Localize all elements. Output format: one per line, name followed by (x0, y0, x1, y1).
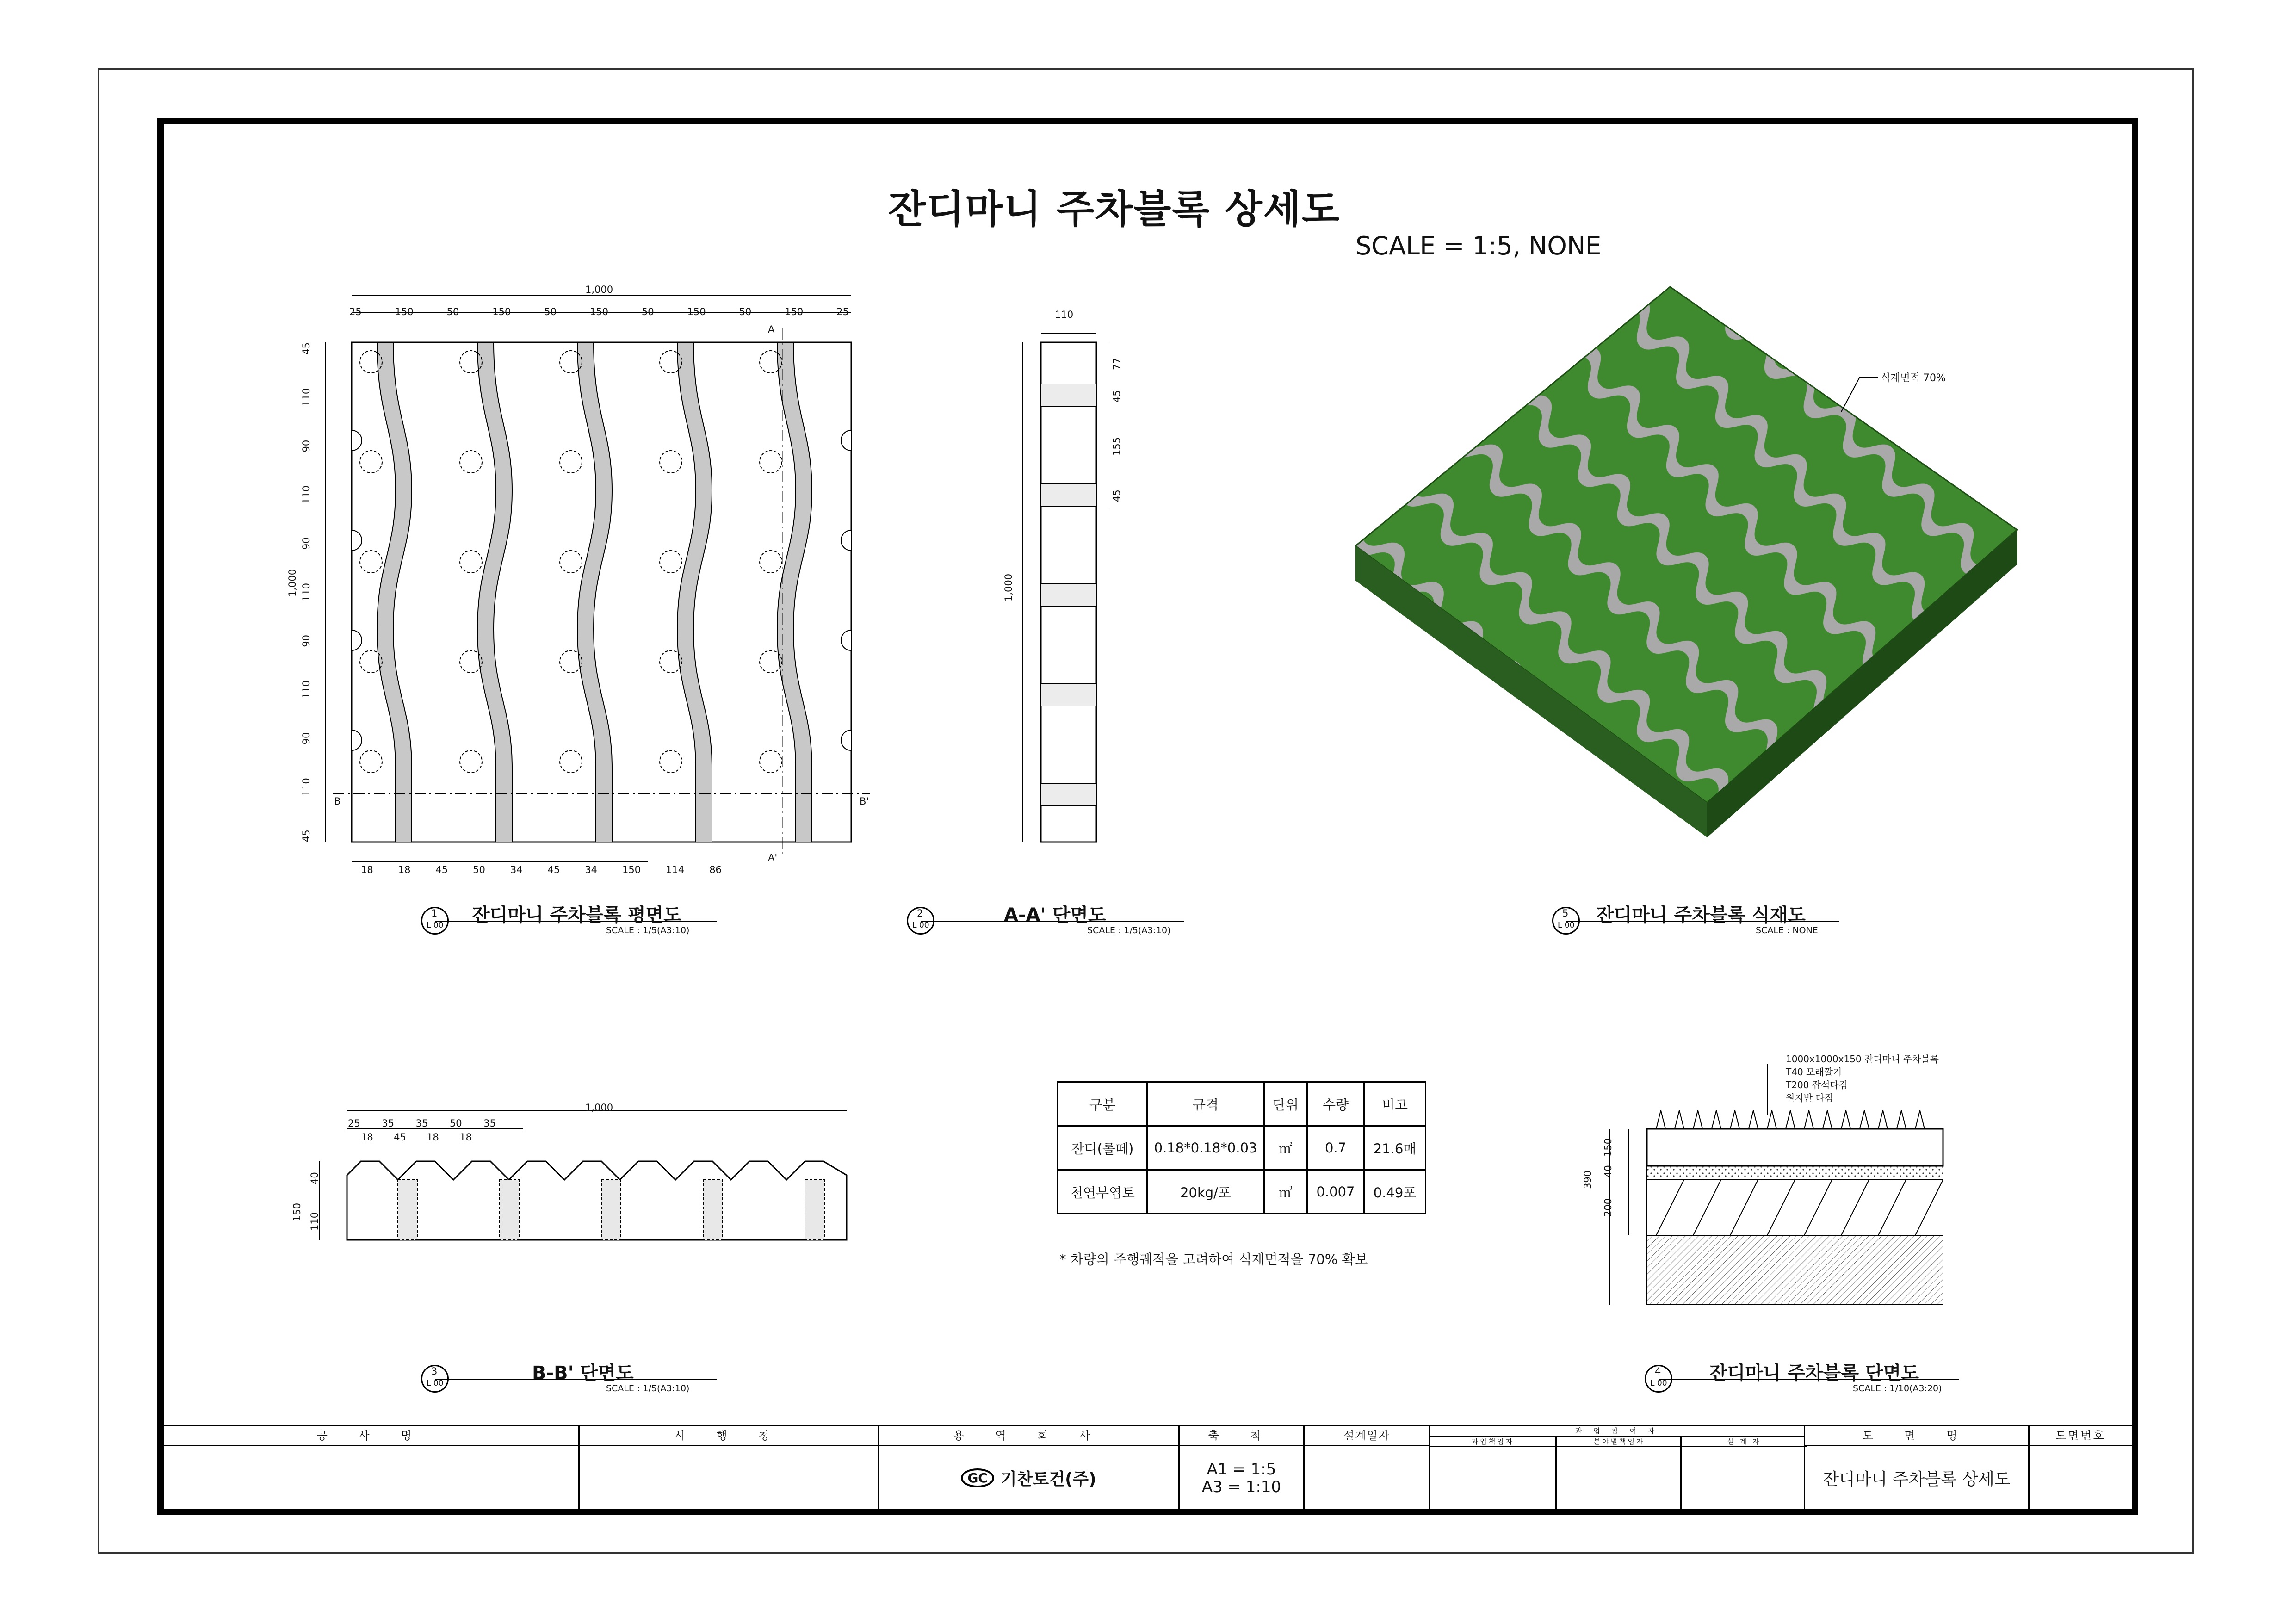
cut-label-a: A (768, 324, 775, 335)
tb-header: 용 역 회 사 (879, 1426, 1178, 1446)
bb-total: 1,000 (585, 1102, 613, 1113)
tb-subheader: 설 계 자 (1680, 1437, 1807, 1447)
aa-dim: 45 (1111, 489, 1122, 502)
tb-subheader: 과업책임자 (1430, 1437, 1555, 1447)
detail-dim: 150 (1603, 1138, 1614, 1157)
view-label-section-bb (421, 1365, 717, 1402)
plan-total-width: 1,000 (585, 284, 613, 295)
dim-label: 110 (301, 485, 312, 504)
dim-label: 45 (301, 830, 312, 842)
company-name: 기찬토건(주) (1000, 1470, 1096, 1489)
view-label-plan (421, 904, 717, 944)
table-cell: 20kg/포 (1147, 1170, 1264, 1214)
tb-drawing-number (2028, 1426, 2132, 1510)
dim-label: 50 (446, 306, 459, 317)
drawing-name-value: 잔디마니 주차블록 상세도 (1823, 1470, 2011, 1489)
tb-project (164, 1426, 578, 1510)
table-note: * 차량의 주행궤적을 고려하여 식재면적을 70% 확보 (1059, 1251, 1368, 1267)
view-number: 4 (1655, 1366, 1661, 1377)
bb-height-bottom: 110 (309, 1212, 320, 1231)
view-sheet: L 00 (427, 921, 444, 930)
table-cell: 0.7 (1307, 1126, 1364, 1170)
tb-header: 공 사 명 (164, 1426, 578, 1446)
planting-area-callout: 식재면적 70% (1881, 372, 1946, 384)
dim-label: 150 (589, 306, 609, 317)
tb-client (578, 1426, 878, 1510)
title-block (164, 1425, 2132, 1510)
dim-label: 150 (492, 306, 511, 317)
tb-company-value (879, 1446, 1178, 1510)
dim-label: 50 (641, 306, 654, 317)
plan-top-dims (349, 306, 849, 317)
view-label-planting (1552, 904, 1839, 944)
tb-participants (1429, 1426, 1804, 1510)
dim-label: 90 (301, 732, 312, 745)
dim-label: 110 (301, 680, 312, 699)
tb-scale (1178, 1426, 1303, 1510)
detail-total-height: 390 (1582, 1170, 1593, 1189)
view-scale: SCALE : 1/5(A3:10) (606, 1383, 690, 1394)
tb-company (878, 1426, 1178, 1510)
dim-label: 25 (348, 1118, 360, 1129)
dim-label: 18 (361, 1132, 373, 1143)
view-title: 잔디마니 주차블록 평면도 (472, 904, 681, 926)
dim-label: 86 (709, 864, 722, 875)
table-header: 구분 (1058, 1082, 1147, 1126)
plan-bottom-dims (361, 864, 722, 875)
dim-label: 90 (301, 537, 312, 550)
view-title: 잔디마니 주차블록 단면도 (1709, 1363, 1919, 1384)
divider (1555, 1446, 1557, 1510)
view-title: 잔디마니 주차블록 식재도 (1596, 904, 1806, 926)
bb-top-dims (348, 1118, 496, 1129)
dim-label: 34 (585, 864, 598, 875)
table-cell: 0.18*0.18*0.03 (1147, 1126, 1264, 1170)
dim-label: 25 (349, 306, 362, 317)
dim-label: 18 (398, 864, 411, 875)
dim-label: 150 (395, 306, 414, 317)
dim-label: 150 (687, 306, 706, 317)
dim-label: 110 (301, 388, 312, 407)
drawing-title: 잔디마니 주차블록 상세도 (888, 186, 1341, 232)
dim-label: 50 (473, 864, 485, 875)
callout-line: 원지반 다짐 (1786, 1092, 1833, 1103)
view-label-section-aa (907, 904, 1184, 944)
dim-label: 35 (382, 1118, 395, 1129)
bb-height-top: 40 (309, 1172, 320, 1184)
tb-date (1303, 1426, 1429, 1510)
tb-drawing-name (1804, 1426, 2028, 1510)
detail-dim: 40 (1603, 1165, 1614, 1177)
bb-total-height: 150 (291, 1202, 303, 1221)
aa-dim: 155 (1111, 437, 1122, 456)
cut-label-b-prime: B' (860, 796, 869, 807)
view-sheet: L 00 (912, 921, 929, 930)
view-scale: SCALE : 1/5(A3:10) (606, 925, 690, 935)
dim-label: 90 (301, 634, 312, 647)
view-number: 2 (917, 908, 923, 919)
aa-height: 1,000 (1003, 573, 1014, 601)
view-scale: SCALE : 1/5(A3:10) (1087, 925, 1171, 935)
dim-label: 50 (449, 1118, 462, 1129)
table-header-row (1058, 1082, 1426, 1126)
table-cell: 0.49포 (1364, 1170, 1426, 1214)
dim-label: 150 (785, 306, 804, 317)
dim-label: 18 (361, 864, 373, 875)
cut-label-a-prime: A' (768, 852, 778, 863)
dim-label: 35 (483, 1118, 496, 1129)
tb-header: 시 행 청 (580, 1426, 878, 1446)
table-header: 비고 (1364, 1082, 1426, 1126)
view-title: B-B' 단면도 (532, 1363, 634, 1384)
plan-left-dims (301, 342, 312, 842)
view-scale: SCALE : 1/10(A3:20) (1853, 1383, 1942, 1394)
table-cell: ㎥ (1264, 1170, 1307, 1214)
view-number: 3 (431, 1366, 438, 1377)
tb-header: 도면번호 (2030, 1426, 2132, 1446)
view-scale: SCALE : NONE (1756, 925, 1818, 935)
dim-label: 110 (301, 582, 312, 602)
scale-a3: A3 = 1:10 (1201, 1477, 1281, 1496)
dim-label: 45 (435, 864, 448, 875)
table-row (1058, 1170, 1426, 1214)
table-cell: 잔디(롤떼) (1058, 1126, 1147, 1170)
plan-view (287, 278, 888, 888)
bb-sub-dims (361, 1132, 472, 1143)
aa-dim: 77 (1111, 358, 1122, 370)
table-cell: 천연부엽토 (1058, 1170, 1147, 1214)
view-sheet: L 00 (427, 1379, 444, 1388)
tb-header: 설계일자 (1305, 1426, 1429, 1446)
dim-label: 34 (510, 864, 523, 875)
plan-total-height: 1,000 (287, 569, 298, 597)
dim-label: 50 (544, 306, 557, 317)
drawing-scale: SCALE = 1:5, NONE (1355, 231, 1602, 260)
table-cell: 0.007 (1307, 1170, 1364, 1214)
dim-label: 114 (666, 864, 685, 875)
dim-label: 50 (739, 306, 752, 317)
dim-label: 45 (547, 864, 560, 875)
callout-line: T40 모래깔기 (1786, 1066, 1842, 1078)
dim-label: 90 (301, 440, 312, 452)
planting-render (1355, 278, 2026, 856)
view-sheet: L 00 (1650, 1379, 1667, 1388)
table-header: 수량 (1307, 1082, 1364, 1126)
tb-scale-value (1180, 1446, 1303, 1510)
view-label-detail-section (1645, 1365, 1959, 1402)
divider (1680, 1446, 1682, 1510)
dim-label: 150 (622, 864, 641, 875)
aa-width: 110 (1055, 309, 1074, 320)
company-logo: GC (961, 1468, 994, 1487)
callout-line: T200 잡석다짐 (1786, 1079, 1848, 1090)
detail-dim: 200 (1603, 1198, 1614, 1217)
detail-callouts (1786, 1053, 1939, 1104)
tb-header: 과 업 참 여 자 (1430, 1426, 1804, 1437)
tb-header: 축 척 (1180, 1426, 1303, 1446)
table-header: 규격 (1147, 1082, 1264, 1126)
view-number: 5 (1562, 908, 1569, 919)
dim-label: 35 (415, 1118, 428, 1129)
view-sheet: L 00 (1558, 921, 1575, 930)
view-title: A-A' 단면도 (1004, 904, 1106, 926)
dim-label: 45 (301, 342, 312, 355)
dim-label: 110 (301, 778, 312, 797)
table-cell: 21.6매 (1364, 1126, 1426, 1170)
tb-subheader: 분야별책임자 (1555, 1437, 1682, 1447)
table-header: 단위 (1264, 1082, 1307, 1126)
table-cell: ㎡ (1264, 1126, 1307, 1170)
aa-dim: 45 (1111, 390, 1122, 403)
table-row (1058, 1126, 1426, 1170)
dim-label: 18 (459, 1132, 472, 1143)
section-aa-view (1009, 324, 1120, 851)
dim-label: 45 (394, 1132, 406, 1143)
dim-label: 18 (427, 1132, 439, 1143)
tb-header: 도 면 명 (1805, 1426, 2028, 1446)
scale-a1: A1 = 1:5 (1207, 1460, 1276, 1479)
spec-table (1057, 1081, 1426, 1214)
view-number: 1 (431, 908, 438, 919)
cut-label-b: B (334, 796, 341, 807)
dim-label: 25 (836, 306, 849, 317)
callout-line: 1000x1000x150 잔디마니 주차블록 (1786, 1053, 1939, 1065)
